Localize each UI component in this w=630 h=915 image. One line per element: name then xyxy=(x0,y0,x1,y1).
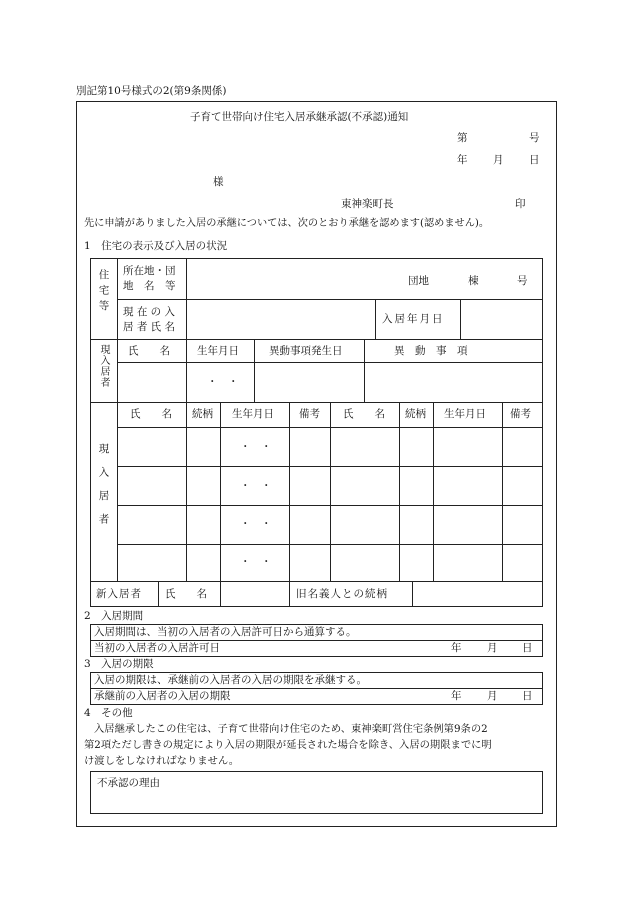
location-label-2: 地 名 等 xyxy=(123,280,176,292)
reason-label: 不承認の理由 xyxy=(97,777,160,789)
current-tenant-label: 現入居者 xyxy=(98,344,109,388)
dob-placeholder-row2: ・ ・ xyxy=(240,480,272,492)
header-dob-1: 生年月日 xyxy=(197,345,239,357)
deadline-line1: 入居の期限は、承継前の入居者の入居の期限を承継する。 xyxy=(94,674,367,686)
date-day: 日 xyxy=(529,154,540,166)
header-note-a: 備考 xyxy=(299,408,320,420)
form-number: 別記第10号様式の2(第9条関係) xyxy=(76,85,227,97)
period-month: 月 xyxy=(487,642,498,654)
deadline-line2: 承継前の入居者の入居の期限 xyxy=(94,690,231,702)
number-dai: 第 xyxy=(457,132,468,144)
deadline-year: 年 xyxy=(451,690,462,702)
header-name-1: 氏 名 xyxy=(128,345,170,357)
header-note-b: 備考 xyxy=(510,408,531,420)
household-label: 現入居者 xyxy=(97,443,110,537)
new-tenant-name-label: 氏 名 xyxy=(165,588,207,600)
period-line1: 入居期間は、当初の入居者の入居許可日から通算する。 xyxy=(94,626,357,638)
header-relation-b: 続柄 xyxy=(405,408,426,420)
header-dob-a: 生年月日 xyxy=(232,408,274,420)
header-relation-a: 続柄 xyxy=(192,408,213,420)
period-day: 日 xyxy=(522,642,533,654)
seal-mark: 印 xyxy=(515,198,526,210)
date-month: 月 xyxy=(493,154,504,166)
dob-placeholder-row4: ・ ・ xyxy=(240,556,272,568)
relation-label: 旧名義人との続柄 xyxy=(296,588,388,600)
dob-placeholder-row3: ・ ・ xyxy=(240,518,272,530)
deadline-day: 日 xyxy=(522,690,533,702)
deadline-month: 月 xyxy=(487,690,498,702)
section1-heading: 1 住宅の表示及び入居の状況 xyxy=(84,240,228,252)
header-dob-b: 生年月日 xyxy=(444,408,486,420)
section3-heading: 3 入居の期限 xyxy=(84,658,154,670)
section4-heading: 4 その他 xyxy=(84,707,133,719)
addressee-sama: 様 xyxy=(213,176,224,188)
header-change-date: 異動事項発生日 xyxy=(269,345,343,357)
dob-placeholder-row1: ・ ・ xyxy=(240,441,272,453)
tenant-label-1: 現 在 の 入 xyxy=(123,306,176,318)
other-para-line1: 入居継承したこの住宅は、子育て世帯向け住宅のため、東神楽町営住宅条例第9条の2 xyxy=(94,723,488,735)
tenant-label-2: 居 者 氏 名 xyxy=(123,321,176,333)
new-tenant-label: 新入居者 xyxy=(96,588,142,600)
danchi-label: 団地 xyxy=(408,275,429,287)
header-change-item: 異 動 事 項 xyxy=(394,345,468,357)
go-label: 号 xyxy=(517,275,528,287)
issuer-name: 東神楽町長 xyxy=(341,198,394,210)
page-title: 子育て世帯向け住宅入居承継承認(不承認)通知 xyxy=(190,111,409,123)
form-frame xyxy=(76,101,557,827)
mune-label: 棟 xyxy=(468,275,479,287)
dob-placeholder-current: ・ ・ xyxy=(207,376,239,388)
intro-text: 先に申請がありました入居の承継については、次のとおり承継を認めます(認めません)。 xyxy=(84,218,490,229)
other-para-line3: け渡しをしなければなりません。 xyxy=(84,755,240,767)
header-name-b: 氏 名 xyxy=(343,408,385,420)
period-year: 年 xyxy=(451,642,462,654)
header-name-a: 氏 名 xyxy=(130,408,172,420)
jutaku-label: 住宅等 xyxy=(97,269,110,316)
location-label-1: 所在地・団 xyxy=(123,265,176,277)
date-year: 年 xyxy=(457,154,468,166)
period-line2: 当初の入居者の入居許可日 xyxy=(94,642,220,654)
number-go: 号 xyxy=(529,132,540,144)
other-para-line2: 第2項ただし書きの規定により入居の期限が延長された場合を除き、入居の期限までに明 xyxy=(84,739,492,751)
section2-heading: 2 入居期間 xyxy=(84,610,144,622)
move-in-date-label: 入居年月日 xyxy=(382,313,445,325)
